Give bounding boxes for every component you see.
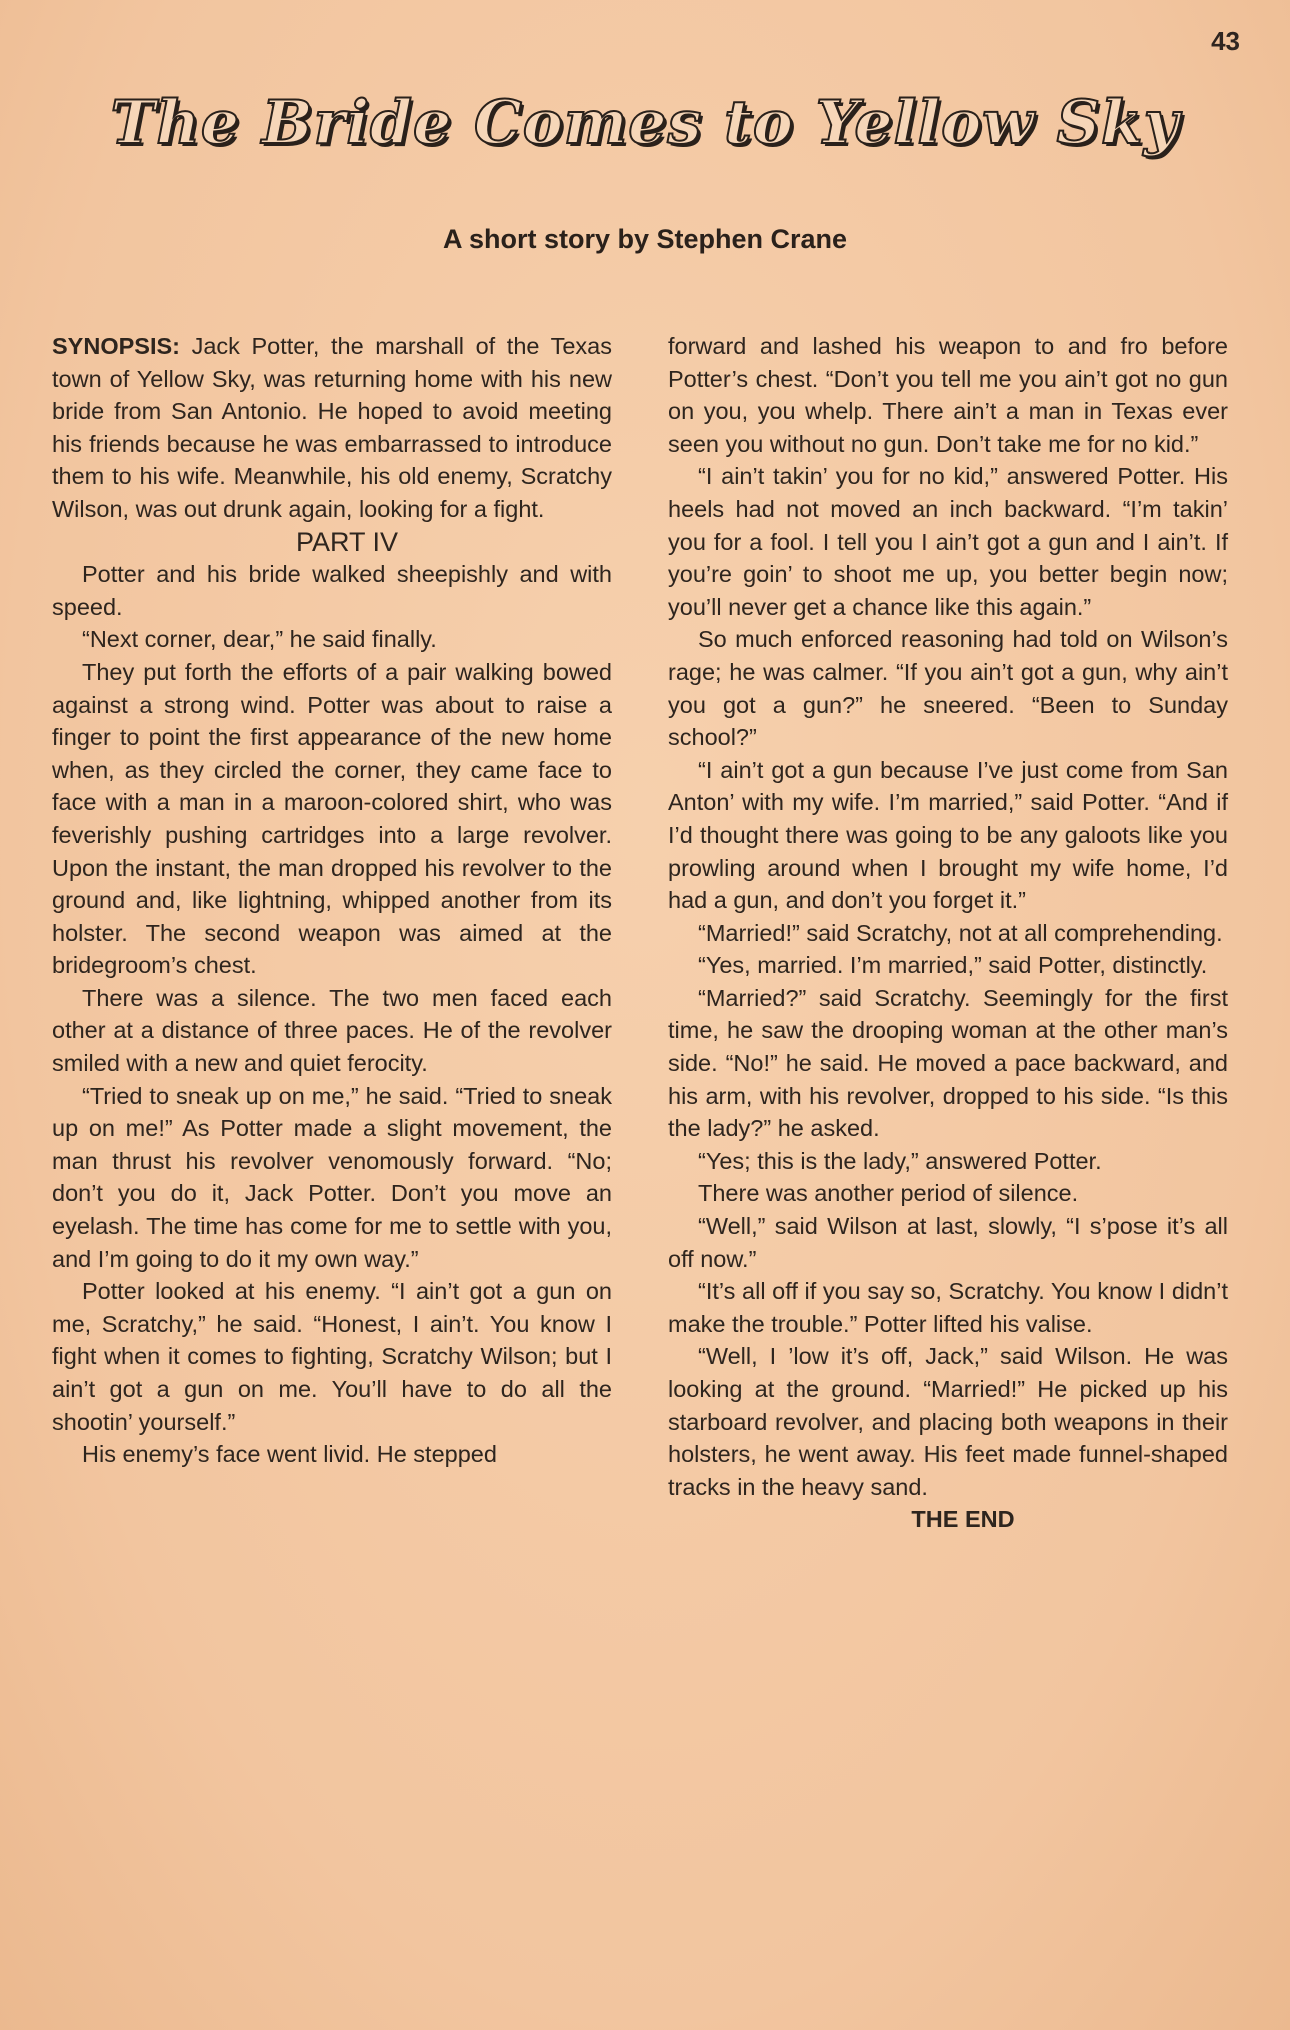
paragraph: “I ain’t got a gun because I’ve just come from San Anton’ with my wife. I’m married,” said Potter. “And if I’d thought there was going to be any galoots like you prowling around when I brought my wife home, I’d had a gun, and don’t you forget it.” (668, 756, 1228, 914)
paragraph: There was another period of silence. (698, 1180, 1079, 1207)
paragraph: They put forth the efforts of a pair walking bowed against a strong wind. Potter was about to raise a finger to point the first appearance of the new home when, as they circled the corner, they came face to face with a man in a maroon-colored shirt, who was feverishly pushing cartridges into a large revolver. Upon the instant, the man dropped his revolver to the ground and, like lightning, whipped another from its holster. The second weapon was aimed at the bridegroom’s chest. (52, 658, 612, 979)
paragraph-continuation: forward and lashed his weapon to and fro before Potter’s chest. “Don’t you tell me you ain’t got no gun on you, you whelp. There ain’t a man in Texas ever seen you without no gun. Don’t take me for no kid.” (668, 333, 1228, 457)
paragraph: “Married?” said Scratchy. Seemingly for the first time, he saw the drooping woman at the other man’s side. “No!” he said. He moved a pace backward, and his arm, with his revolver, dropped to his side. “Is this the lady?” he asked. (668, 984, 1228, 1142)
synopsis-text: Jack Potter, the marshall of the Texas town of Yellow Sky, was returning home with his new bride from San Antonio. He hoped to avoid meeting his friends because he was embarrassed to introduce them to his wife. Meanwhile, his old enemy, Scratchy Wilson, was out drunk again, looking for a fight. (52, 333, 612, 522)
paragraph: “Yes; this is the lady,” answered Potter. (698, 1147, 1102, 1174)
paragraph: So much enforced reasoning had told on Wilson’s rage; he was calmer. “If you ain’t got a gun, why ain’t you got a gun?” he sneered. “Been to Sunday school?” (668, 626, 1228, 751)
page-number: 43 (1211, 26, 1240, 56)
synopsis-paragraph (52, 330, 612, 526)
paragraph: Potter and his bride walked sheepishly and with speed. (52, 561, 612, 620)
paragraph: His enemy’s face went livid. He stepped (82, 1441, 497, 1468)
the-end: THE END (911, 1506, 1015, 1533)
paragraph: “Tried to sneak up on me,” he said. “Tried to sneak up on me!” As Potter made a slight movement, the man thrust his revolver venomously forward. “No; don’t you do it, Jack Potter. Don’t you move an eyelash. The time has come for me to settle with you, and I’m going to do it my own way.” (52, 1082, 612, 1272)
synopsis-label: SYNOPSIS: (52, 333, 180, 359)
paragraph: “Married!” said Scratchy, not at all comprehending. (698, 919, 1223, 946)
left-column (52, 330, 612, 1471)
paragraph: Potter looked at his enemy. “I ain’t got a gun on me, Scratchy,” he said. “Honest, I ain’t. You know I fight when it comes to fighting, Scratchy Wilson; but I ain’t got a gun on me. You’ll have to do all the shootin’ yourself.” (52, 1278, 612, 1435)
right-column (668, 330, 1228, 1536)
paragraph: “Well, I ’low it’s off, Jack,” said Wilson. He was looking at the ground. “Married!” He picked up his starboard revolver, and placing both weapons in their holsters, he went away. His feet made funnel-shaped tracks in the heavy sand. (668, 1343, 1228, 1500)
paragraph: “It’s all off if you say so, Scratchy. You know I didn’t make the trouble.” Potter lifted his valise. (668, 1278, 1228, 1337)
paragraph: “Well,” said Wilson at last, slowly, “I s’pose it’s all off now.” (668, 1213, 1228, 1272)
paragraph: “Yes, married. I’m married,” said Potter, distinctly. (698, 952, 1208, 979)
story-title: The Bride Comes to Yellow Sky (110, 88, 1180, 158)
paragraph: “Next corner, dear,” he said finally. (82, 626, 437, 653)
byline: A short story by Stephen Crane (442, 224, 848, 254)
paragraph: “I ain’t takin’ you for no kid,” answered Potter. His heels had not moved an inch backward. “I’m takin’ you for a fool. I tell you I ain’t got a gun and I ain’t. If you’re goin’ to shoot me up, you better begin now; you’ll never get a chance like this again.” (668, 463, 1228, 620)
part-heading: PART IV (295, 526, 399, 557)
paragraph: There was a silence. The two men faced each other at a distance of three paces. He of the revolver smiled with a new and quiet ferocity. (52, 984, 612, 1077)
